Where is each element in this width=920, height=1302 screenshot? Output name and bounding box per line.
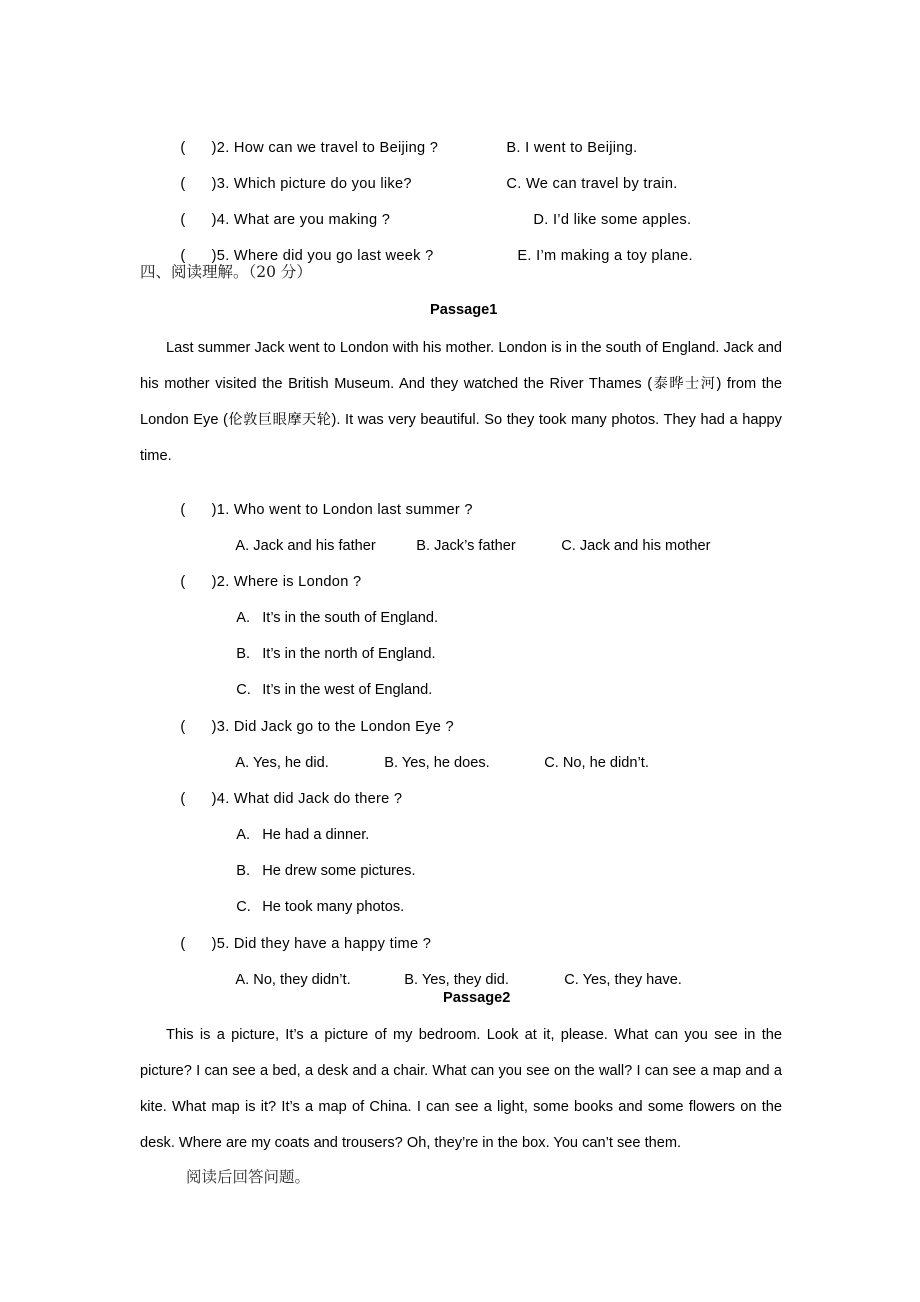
option-letter[interactable]: B. — [384, 755, 399, 771]
passage2-body — [140, 1017, 782, 1161]
match-answer-letter: D. — [533, 212, 549, 228]
option-text: Yes, they have. — [582, 972, 682, 988]
option-letter[interactable]: A. — [235, 972, 250, 988]
passage1-text-c: ). It was very beautiful. So they took many photos. They had a happy time. — [140, 412, 782, 464]
match-bracket[interactable]: ( ) — [180, 212, 217, 228]
match-number: 3. — [216, 176, 230, 192]
option-text: Yes, they did. — [421, 972, 509, 988]
question-text: What did Jack do there ? — [233, 791, 403, 807]
option-text: It’s in the west of England. — [262, 682, 433, 698]
passage1-q3-options — [528, 736, 649, 790]
option-letter[interactable]: C. — [236, 899, 251, 915]
option-letter[interactable]: B. — [416, 538, 431, 554]
option-letter[interactable]: C. — [236, 682, 251, 698]
option-text: He drew some pictures. — [262, 863, 416, 879]
option-text: It’s in the north of England. — [262, 646, 436, 662]
passage1-q5-options — [548, 953, 682, 1007]
option-letter[interactable]: C. — [561, 538, 576, 554]
match-bracket[interactable]: ( ) — [180, 248, 217, 264]
option-letter[interactable]: B. — [236, 646, 251, 662]
option-letter[interactable]: C. — [564, 972, 579, 988]
passage1-q1-options — [545, 519, 710, 573]
match-number: 2. — [216, 140, 230, 156]
passage1-body — [140, 330, 782, 474]
question-text: Where is London ? — [233, 574, 362, 590]
match-answer-text: I’d like some apples. — [552, 212, 692, 228]
passage1-text-b: ) from the London Eye ( — [140, 376, 782, 428]
option-text: Jack and his mother — [579, 538, 711, 554]
passage1-text-a: Last summer Jack went to London with his mother. London is in the south of England. Jack and his mother visited the British Museum. And they watched the River Thames ( — [140, 340, 782, 392]
question-number: 4. — [216, 791, 230, 807]
match-question-text: What are you making ? — [233, 212, 391, 228]
match-answer-row — [500, 229, 693, 283]
match-answer-text: We can travel by train. — [525, 176, 678, 192]
match-question-text: How can we travel to Beijing ? — [233, 140, 439, 156]
question-bracket[interactable]: ( ) — [180, 936, 217, 952]
question-text: Did Jack go to the London Eye ? — [233, 719, 454, 735]
option-letter[interactable]: A. — [236, 827, 251, 843]
question-bracket[interactable]: ( ) — [180, 719, 217, 735]
match-answer-text: I went to Beijing. — [525, 140, 638, 156]
passage1-heading: Passage1 — [430, 302, 498, 318]
passage1-gloss-thames: 泰晔士河 — [652, 376, 717, 392]
option-text: Jack and his father — [253, 538, 376, 554]
option-letter[interactable]: B. — [404, 972, 419, 988]
option-text: He took many photos. — [262, 899, 405, 915]
question-number: 5. — [216, 936, 230, 952]
option-text: No, he didn’t. — [562, 755, 649, 771]
match-bracket[interactable]: ( ) — [180, 140, 217, 156]
question-text: Did they have a happy time ? — [233, 936, 432, 952]
match-question-text: Which picture do you like? — [233, 176, 412, 192]
option-text: It’s in the south of England. — [262, 610, 439, 626]
section-heading: 四、阅读理解。（20 分） — [140, 263, 312, 281]
question-number: 3. — [216, 719, 230, 735]
match-bracket[interactable]: ( ) — [180, 176, 217, 192]
match-number: 5. — [216, 248, 230, 264]
question-text: Who went to London last summer ? — [233, 502, 473, 518]
passage2-heading: Passage2 — [443, 990, 511, 1006]
match-answer-text: I’m making a toy plane. — [536, 248, 693, 264]
passage2-instruction: 阅读后回答问题。 — [186, 1168, 311, 1186]
match-answer-letter: C. — [506, 176, 522, 192]
match-number: 4. — [216, 212, 230, 228]
option-text: No, they didn’t. — [253, 972, 351, 988]
passage1-q1-options — [400, 519, 516, 573]
question-number: 1. — [216, 502, 230, 518]
option-text: Yes, he does. — [401, 755, 490, 771]
question-number: 2. — [216, 574, 230, 590]
match-question-text: Where did you go last week ? — [233, 248, 434, 264]
option-letter[interactable]: A. — [236, 610, 251, 626]
option-text: Yes, he did. — [253, 755, 329, 771]
question-bracket[interactable]: ( ) — [180, 574, 217, 590]
passage1-q5-options — [220, 953, 351, 1007]
match-answer-letter: B. — [506, 140, 521, 156]
option-letter[interactable]: B. — [236, 863, 251, 879]
question-bracket[interactable]: ( ) — [180, 502, 217, 518]
option-text: Jack’s father — [434, 538, 516, 554]
option-text: He had a dinner. — [262, 827, 370, 843]
passage1-gloss-london-eye: 伦敦巨眼摩天轮 — [227, 412, 332, 428]
option-letter[interactable]: A. — [235, 538, 250, 554]
option-letter[interactable]: C. — [544, 755, 559, 771]
question-bracket[interactable]: ( ) — [180, 791, 217, 807]
passage2-text: This is a picture, It’s a picture of my bedroom. Look at it, please. What can you see in the picture? I can see a bed, a desk and a chair. What can you see on the wall? I can see a map and a kite. What map is it? It’s a map of China. I can see a light, some books and some flowers on the desk. Where are my coats and trousers? Oh, they’re in the box. You can’t see them. — [140, 1027, 782, 1151]
option-letter[interactable]: A. — [235, 755, 250, 771]
match-answer-letter: E. — [517, 248, 532, 264]
